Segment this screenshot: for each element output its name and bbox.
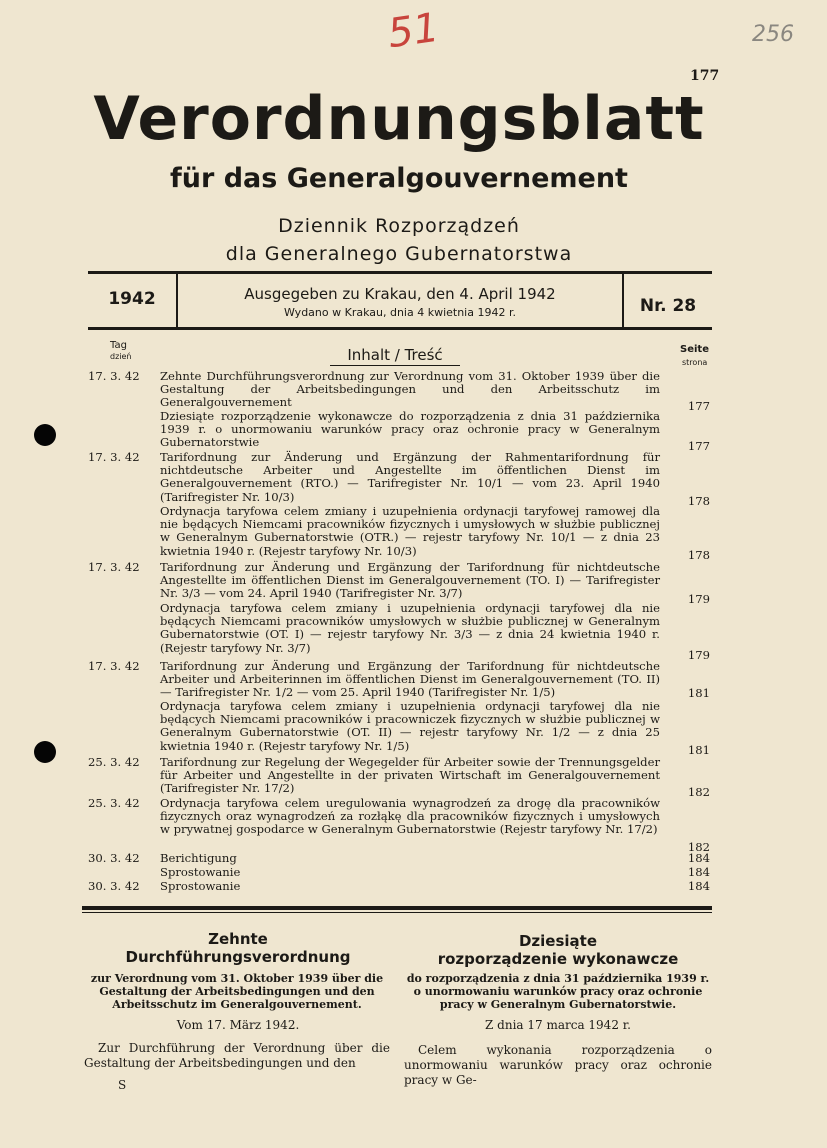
issue-number: Nr. 28 bbox=[639, 296, 697, 316]
issue-date-german: Ausgegeben zu Krakau, den 4. April 1942 bbox=[244, 285, 556, 303]
toc-entry-date: 25. 3. 42 bbox=[88, 755, 140, 769]
issue-year: 1942 bbox=[108, 289, 156, 309]
toc-entry-date: 30. 3. 42 bbox=[88, 879, 140, 893]
toc-entry-date: 17. 3. 42 bbox=[88, 560, 140, 574]
right-column-title-1: Dziesiąte bbox=[518, 932, 598, 950]
left-column-date: Vom 17. März 1942. bbox=[176, 1018, 300, 1032]
issue-box-bottom-rule bbox=[88, 327, 712, 330]
toc-entry bbox=[88, 755, 710, 799]
toc-entry-page: 177 bbox=[687, 439, 710, 453]
toc-entry bbox=[88, 369, 710, 413]
toc-page-header-polish: strona bbox=[682, 358, 708, 367]
toc-day-header: Tag bbox=[110, 340, 127, 351]
toc-entry-page: 181 bbox=[687, 686, 710, 700]
toc-entry-page: 182 bbox=[687, 785, 710, 799]
journal-polish-title-2: dla Generalnego Gubernatorstwa bbox=[225, 243, 573, 265]
toc-entry-text: Tarifordnung zur Änderung und Ergänzung der Tarifordnung für nichtdeutsche Angestellte im öffentlichen Dienst im Generalgouvernement (TO. I) — Tarifregister Nr. 3/3 — vom 24. April 1940 (Tarifregister Nr. 3/7) bbox=[160, 560, 660, 601]
section-separator-thin bbox=[82, 912, 712, 913]
toc-entry-page: 184 bbox=[687, 865, 710, 879]
toc-entry-text: Ordynacja taryfowa celem zmiany i uzupełnienia ordynacji taryfowej dla nie będących Niemcami pracowników i pracowniczek fizycznych w służbie publicznej w Generalnym Gubernatorstwie (OT. II) — rejestr taryfowy Nr. 1/2 — z dnia 25 kwietnia 1940 r. (Rejestr taryfowy Nr. 1/5) bbox=[160, 699, 660, 753]
toc-entry-page: 184 bbox=[687, 879, 710, 893]
toc-entry-text: Sprostowanie bbox=[160, 865, 241, 879]
punch-hole-top bbox=[34, 424, 56, 446]
pencil-page-annotation: 256 bbox=[752, 22, 794, 47]
right-column-date: Z dnia 17 marca 1942 r. bbox=[485, 1018, 631, 1032]
bottom-signature-mark: S bbox=[118, 1078, 127, 1092]
toc-entry bbox=[88, 450, 710, 508]
toc-entry-text: Zehnte Durchführungsverordnung zur Verordnung vom 31. Oktober 1939 über die Gestaltung der Arbeitsbedingungen und den Arbeitsschutz im Generalgouvernement bbox=[160, 369, 660, 410]
toc-entry-page: 179 bbox=[687, 592, 710, 606]
toc-entry bbox=[88, 601, 710, 662]
toc-page-header: Seite bbox=[680, 344, 709, 355]
punch-hole-bottom bbox=[34, 741, 56, 763]
toc-entry-date: 17. 3. 42 bbox=[88, 369, 140, 383]
journal-title: Verordnungsblatt bbox=[93, 84, 705, 154]
issue-box-top-rule bbox=[88, 271, 712, 274]
page-number: 177 bbox=[690, 68, 720, 84]
toc-entry-date: 17. 3. 42 bbox=[88, 450, 140, 464]
toc-entry bbox=[88, 560, 710, 606]
toc-entry-text: Sprostowanie bbox=[160, 879, 241, 893]
issue-date-polish: Wydano w Krakau, dnia 4 kwietnia 1942 r. bbox=[284, 306, 516, 319]
toc-entry bbox=[88, 699, 710, 757]
toc-entry-date: 17. 3. 42 bbox=[88, 659, 140, 673]
right-column-subtitle: do rozporządzenia z dnia 31 października 1939 r. o unormowaniu warunków pracy oraz ochronie pracy w Generalnym Gubernatorstwie. bbox=[406, 972, 710, 1011]
toc-entry-text: Tarifordnung zur Regelung der Wegegelder für Arbeiter sowie der Trennungsgelder für Arbeiter und Angestellte in der privaten Wirtschaft im Generalgouvernement (Tarifregister Nr. 17/2) bbox=[160, 755, 660, 796]
right-column-body: Celem wykonania rozporządzenia o unormowaniu warunków pracy oraz ochronie pracy w Ge- bbox=[404, 1043, 712, 1087]
toc-entry-text: Ordynacja taryfowa celem zmiany i uzupełnienia ordynacji taryfowej ramowej dla nie będących Niemcami pracowników fizycznych i umysłowych w służbie publicznej w Generalnym Gubernatorstwie (OTR.) — rejestr taryfowy Nr. 10/1 — z dnia 23 kwietnia 1940 r. (Rejestr taryfowy Nr. 10/3) bbox=[160, 504, 660, 558]
toc-entry bbox=[88, 852, 710, 866]
toc-entry bbox=[88, 880, 710, 894]
left-column-title-1: Zehnte bbox=[208, 930, 268, 948]
toc-entry-date: 25. 3. 42 bbox=[88, 796, 140, 810]
toc-entry-page: 178 bbox=[687, 494, 710, 508]
red-page-annotation: 51 bbox=[385, 4, 442, 58]
toc-entry-page: 182 bbox=[687, 840, 710, 854]
toc-entry bbox=[88, 504, 710, 562]
toc-entry-page: 177 bbox=[687, 399, 710, 413]
toc-day-header-polish: dzień bbox=[110, 352, 132, 361]
left-column-title-2: Durchführungsverordnung bbox=[125, 948, 351, 966]
toc-entry-page: 178 bbox=[687, 548, 710, 562]
left-column-body: Zur Durchführung der Verordnung über die Gestaltung der Arbeitsbedingungen und den bbox=[84, 1041, 390, 1070]
right-column-title-2: rozporządzenie wykonawcze bbox=[437, 950, 679, 968]
toc-entry bbox=[88, 660, 710, 700]
toc-entry-date: 30. 3. 42 bbox=[88, 851, 140, 865]
toc-entry bbox=[88, 796, 710, 854]
toc-entry-text: Ordynacja taryfowa celem uregulowania wynagrodzeń za drogę dla pracowników fizycznych oraz wynagrodzeń za rozłąkę dla pracowników fizycznych i umysłowych w prywatnej gospodarce w Generalnym Gubernatorstwie (Rejestr taryfowy Nr. 17/2) bbox=[160, 796, 660, 837]
toc-entry-text: Tarifordnung zur Änderung und Ergänzung der Rahmentarifordnung für nichtdeutsche Arbeiter und Angestellte im öffentlichen Dienst im Generalgouvernement (RTO.) — Tarifregister Nr. 10/1 — vom 23. April 1940 (Tarifregister Nr. 10/3) bbox=[160, 450, 660, 504]
toc-entry-text: Tarifordnung zur Änderung und Ergänzung der Tarifordnung für nichtdeutsche Arbeiter und Arbeiterinnen im öffentlichen Dienst im Generalgouvernement (TO. II) — Tarifregister Nr. 1/2 — vom 25. April 1940 (Tarifregister Nr. 1/5) bbox=[160, 659, 660, 700]
toc-entry bbox=[88, 409, 710, 453]
left-column-subtitle: zur Verordnung vom 31. Oktober 1939 über die Gestaltung der Arbeitsbedingungen und den Arbeitsschutz im Generalgouvernement. bbox=[90, 972, 384, 1011]
toc-entry-page: 179 bbox=[687, 648, 710, 662]
toc-title: Inhalt / Treść bbox=[330, 346, 460, 366]
toc-entry-text: Dziesiąte rozporządzenie wykonawcze do rozporządzenia z dnia 31 października 1939 r. o unormowaniu warunków pracy oraz ochronie pracy w Generalnym Gubernatorstwie bbox=[160, 409, 660, 450]
section-separator-thick bbox=[82, 906, 712, 910]
toc-entry-page: 181 bbox=[687, 743, 710, 757]
journal-subtitle: für das Generalgouvernement bbox=[170, 163, 628, 194]
journal-polish-title-1: Dziennik Rozporządzeń bbox=[278, 215, 520, 237]
toc-entry-text: Berichtigung bbox=[160, 851, 237, 865]
toc-entry bbox=[88, 866, 710, 880]
toc-entry-page: 184 bbox=[687, 851, 710, 865]
toc-entry-text: Ordynacja taryfowa celem zmiany i uzupełnienia ordynacji taryfowej dla nie będących Niemcami pracowników umysłowych w służbie publicznej w Generalnym Gubernatorstwie (OT. I) — rejestr taryfowy Nr. 3/3 — z dnia 24 kwietnia 1940 r. (Rejestr taryfowy Nr. 3/7) bbox=[160, 601, 660, 655]
